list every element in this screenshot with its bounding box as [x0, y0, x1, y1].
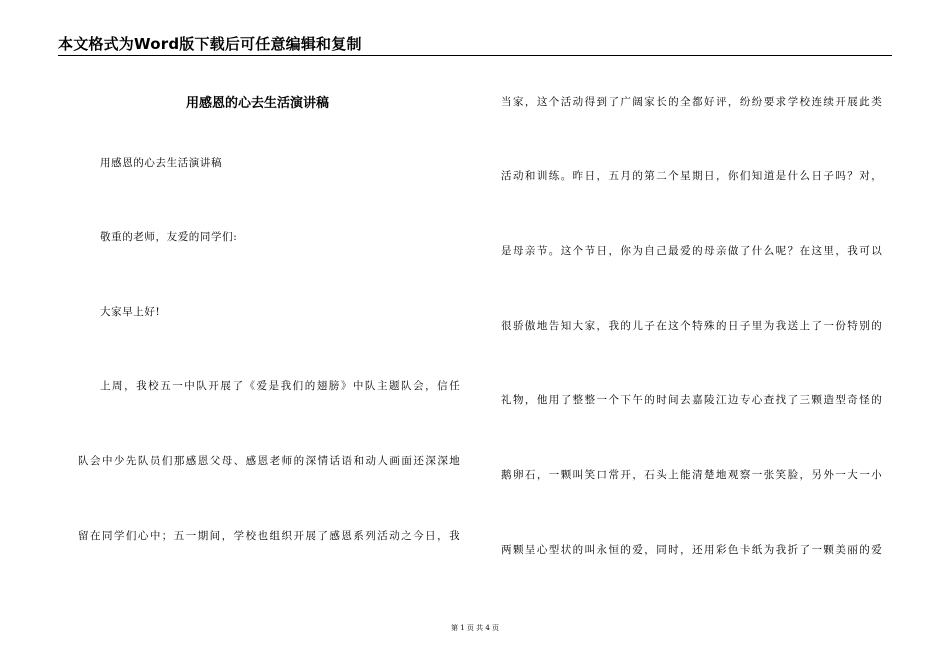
paragraph-line: 礼物，他用了整整一个下午的时间去嘉陵江边专心查找了三颗造型奇怪的 [501, 394, 882, 406]
header-divider [58, 55, 892, 56]
page-number: 第 1 页 共 4 页 [450, 624, 500, 632]
paragraph-line: 是母亲节。这个节日，你为自己最爱的母亲做了什么呢？在这里，我可以 [501, 245, 882, 257]
paragraph-line: 两颗呈心型状的叫永恒的爱，同时，还用彩色卡纸为我折了一颗美丽的爱 [501, 544, 882, 556]
document-header: 本文格式为Word版下载后可任意编辑和复制 [58, 35, 362, 53]
paragraph-line: 队会中少先队员们那感恩父母、感恩老师的深情话语和动人画面还深深地 [78, 455, 460, 467]
paragraph-line: 当家，这个活动得到了广阔家长的全都好评，纷纷要求学校连续开展此类 [501, 96, 882, 108]
paragraph-line: 活动和训练。昨日，五月的第二个星期日，你们知道是什么日子吗？对， [501, 170, 882, 182]
paragraph-line: 上周，我校五一中队开展了《爱是我们的翅膀》中队主题队会，信任 [100, 380, 460, 392]
paragraph-line: 用感恩的心去生活演讲稿 [100, 157, 223, 169]
paragraph-line: 鹅卵石，一颗叫笑口常开，石头上能清楚地观察一张笑脸，另外一大一小 [501, 469, 882, 481]
document-title: 用感恩的心去生活演讲稿 [186, 96, 330, 111]
paragraph-line: 大家早上好! [100, 306, 161, 318]
paragraph-line: 很骄傲地告知大家，我的儿子在这个特殊的日子里为我送上了一份特别的 [501, 320, 882, 332]
paragraph-line: 敬重的老师，友爱的同学们: [100, 231, 238, 243]
paragraph-line: 留在同学们心中；五一期间，学校也组织开展了感恩系列活动之今日，我 [78, 530, 460, 542]
